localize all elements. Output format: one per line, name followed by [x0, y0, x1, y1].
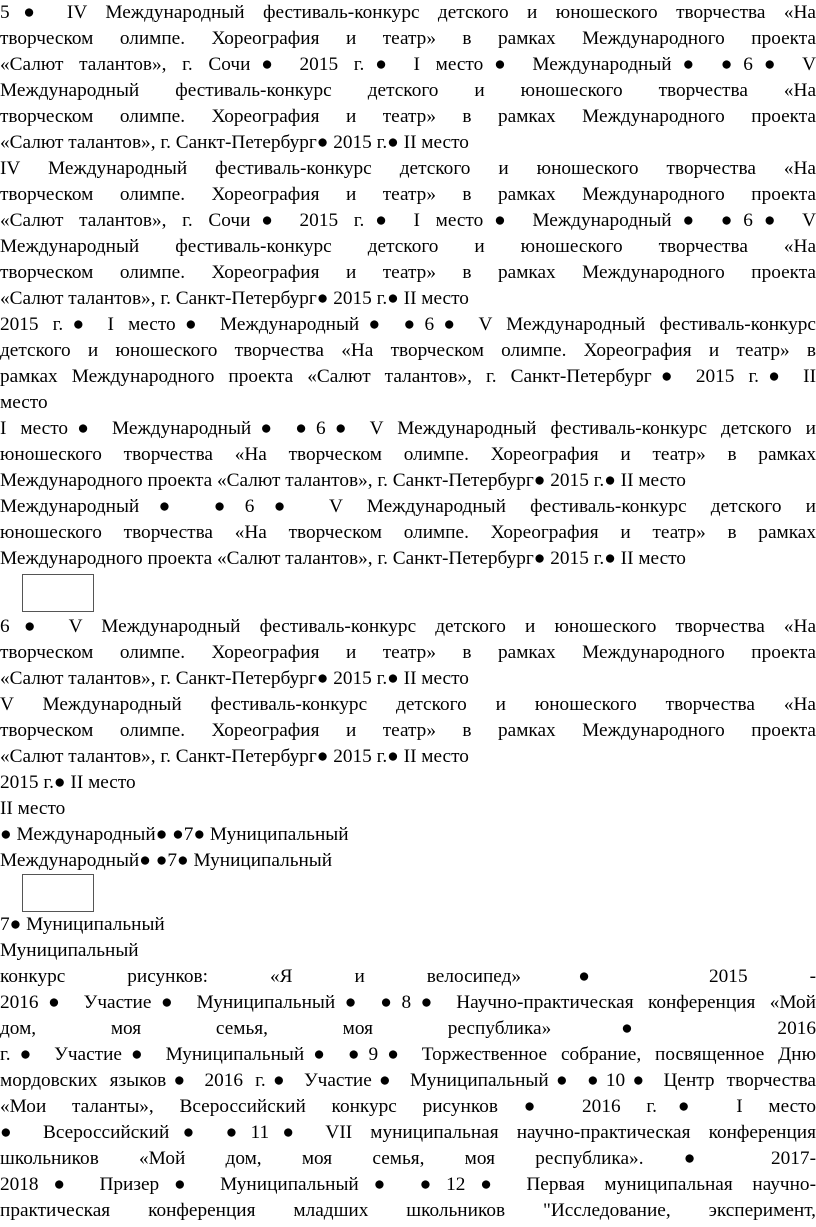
text-line: 5● IV Международный фестиваль-конкурс детского и юношеского творчества «На: [0, 2, 816, 23]
text-line: «Салют талантов», г. Сочи● 2015 г.● I место● Международный● ●6● V: [0, 210, 816, 231]
text-line: «Салют талантов», г. Санкт-Петербург● 2015 г.● II место: [0, 288, 469, 309]
text-line: рамках Международного проекта «Салют талантов», г. Санкт-Петербург● 2015 г.● II: [0, 366, 816, 387]
text-line: I место● Международный● ●6● V Международный фестиваль-конкурс детского и: [0, 418, 816, 439]
text-line: творческом олимпе. Хореография и театр» в рамках Международного проекта: [0, 28, 816, 49]
text-line: дом, моя семья, моя республика»● 2016: [0, 1018, 816, 1039]
text-line: юношеского творчества «На творческом олимпе. Хореография и театр» в рамках: [0, 522, 816, 543]
text-line: Международный● ●7● Муниципальный: [0, 850, 333, 871]
text-line: «Салют талантов», г. Сочи● 2015 г.● I место● Международный● ●6● V: [0, 54, 816, 75]
text-block-13: [0, 938, 816, 964]
text-block-5: [0, 494, 816, 572]
text-line: творческом олимпе. Хореография и театр» в рамках Международного проекта: [0, 106, 816, 127]
text-line: творческом олимпе. Хореография и театр» в рамках Международного проекта: [0, 720, 816, 741]
text-line: V Международный фестиваль-конкурс детского и юношеского творчества «На: [0, 694, 816, 715]
text-block-2: [0, 156, 816, 312]
text-line: «Мои таланты», Всероссийский конкурс рисунков ● 2016 г.● I место: [0, 1096, 816, 1117]
text-block-10: [0, 822, 816, 848]
text-line: ● Международный● ●7● Муниципальный: [0, 824, 349, 845]
text-line: детского и юношеского творчества «На творческом олимпе. Хореография и театр» в: [0, 340, 816, 361]
text-line: мордовских языков● 2016 г.● Участие● Муниципальный● ●10● Центр творчества: [0, 1070, 816, 1091]
text-line: Международный фестиваль-конкурс детского и юношеского творчества «На: [0, 80, 816, 101]
text-block-6: [0, 614, 816, 692]
text-line: Международного проекта «Салют талантов», г. Санкт-Петербург● 2015 г.● II место: [0, 470, 686, 491]
text-block-4: [0, 416, 816, 494]
text-line: II место: [0, 798, 66, 819]
text-line: 6● V Международный фестиваль-конкурс детского и юношеского творчества «На: [0, 616, 816, 637]
text-block-7: [0, 692, 816, 770]
text-line: Муниципальный: [0, 940, 139, 961]
text-line: 2016● Участие● Муниципальный● ●8● Научно-практическая конференция «Мой: [0, 992, 816, 1013]
empty-image-placeholder: [22, 574, 94, 612]
text-line: Международный● ●6● V Международный фестиваль-конкурс детского и: [0, 496, 816, 517]
text-line: 2018● Призер● Муниципальный● ●12● Первая муниципальная научно-: [0, 1174, 816, 1195]
text-line: конкурс рисунков: «Я и велосипед»● 2015 -: [0, 966, 816, 987]
text-line: творческом олимпе. Хореография и театр» в рамках Международного проекта: [0, 642, 816, 663]
text-line: творческом олимпе. Хореография и театр» в рамках Международного проекта: [0, 262, 816, 283]
text-line: «Салют талантов», г. Санкт-Петербург● 2015 г.● II место: [0, 132, 469, 153]
text-line: г.● Участие● Муниципальный● ●9● Торжественное собрание, посвященное Дню: [0, 1044, 816, 1065]
text-line: 2015 г.● II место: [0, 772, 136, 793]
text-line: IV Международный фестиваль-конкурс детского и юношеского творчества «На: [0, 158, 816, 179]
text-block-9: [0, 796, 816, 822]
text-line: Международного проекта «Салют талантов», г. Санкт-Петербург● 2015 г.● II место: [0, 548, 686, 569]
text-block-11: [0, 848, 816, 874]
empty-image-placeholder: [22, 874, 94, 912]
text-block-12: [0, 912, 816, 938]
text-line: творческом олимпе. Хореография и театр» в рамках Международного проекта: [0, 184, 816, 205]
text-line: ● Всероссийский● ●11● VII муниципальная научно-практическая конференция: [0, 1122, 816, 1143]
text-block-3: [0, 312, 816, 416]
text-line: школьников «Мой дом, моя семья, моя республика». ● 2017-: [0, 1148, 816, 1169]
text-line: 2015 г.● I место● Международный● ●6● V Международный фестиваль-конкурс: [0, 314, 816, 335]
text-line: «Салют талантов», г. Санкт-Петербург● 2015 г.● II место: [0, 668, 469, 689]
text-block-1: [0, 0, 816, 156]
text-line: практическая конференция младших школьников "Исследование, эксперимент,: [0, 1200, 816, 1221]
text-line: 7● Муниципальный: [0, 914, 165, 935]
text-block-8: [0, 770, 816, 796]
text-block-14: [0, 964, 816, 1224]
text-line: место: [0, 392, 48, 413]
text-line: юношеского творчества «На творческом олимпе. Хореография и театр» в рамках: [0, 444, 816, 465]
text-line: Международный фестиваль-конкурс детского и юношеского творчества «На: [0, 236, 816, 257]
text-line: «Салют талантов», г. Санкт-Петербург● 2015 г.● II место: [0, 746, 469, 767]
